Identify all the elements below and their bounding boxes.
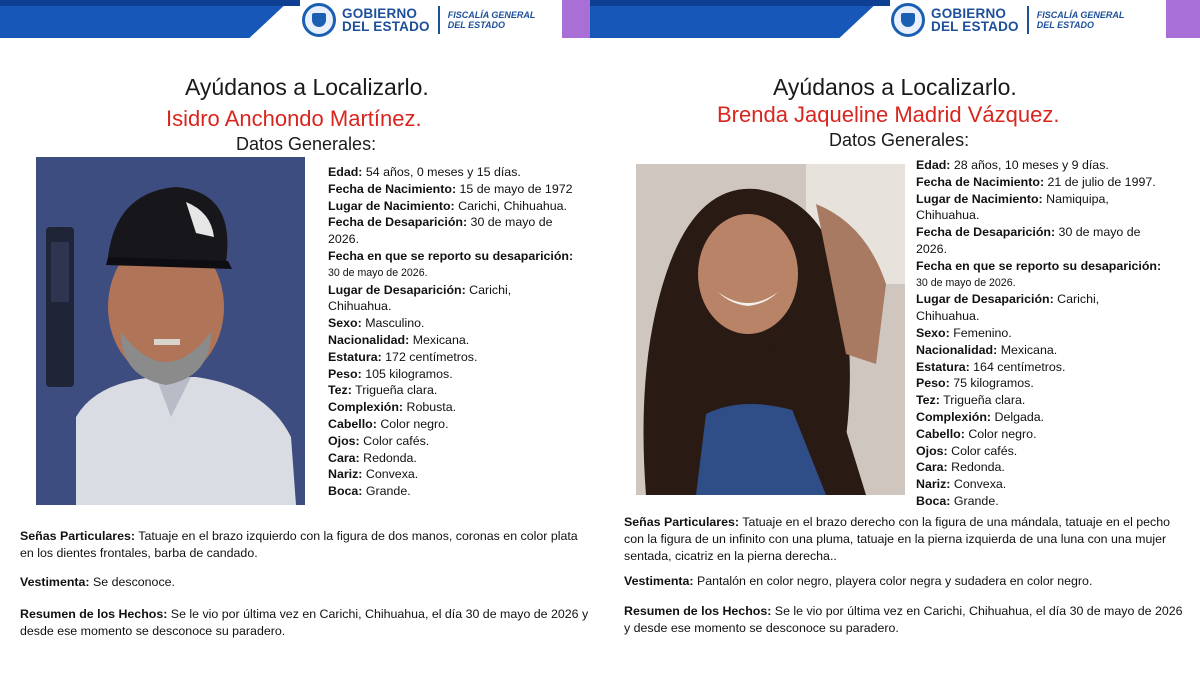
birthdate-value: 21 de julio de 1997. (1044, 174, 1156, 189)
hair-label: Cabello: (328, 416, 377, 431)
general-data-heading: Datos Generales: (829, 130, 970, 150)
birthplace-label: Lugar de Nacimiento: (916, 191, 1043, 206)
missing-person-name: Brenda Jaqueline Madrid Vázquez. (717, 102, 1060, 127)
disappearance-place-value-cont: Chihuahua. (328, 299, 392, 314)
build-value: Delgada. (991, 409, 1045, 424)
mouth-value: Grande. (950, 493, 999, 508)
disappearance-date-value-cont: 2026. (916, 241, 948, 256)
birthdate-value: 15 de mayo de 1972 (456, 181, 573, 196)
disappearance-place-value: Carichi, (465, 282, 512, 297)
state-seal-icon (891, 3, 925, 37)
report-date-value: 30 de mayo de 2026. (328, 266, 428, 279)
nose-value: Convexa. (950, 477, 1007, 492)
disappearance-date-value: 30 de mayo de (1055, 225, 1141, 240)
weight-value: 75 kilogramos. (949, 376, 1034, 391)
sex-value: Femenino. (949, 325, 1012, 340)
general-data-list (328, 164, 590, 500)
disappearance-date-value-cont: 2026. (328, 232, 360, 247)
birthdate-label: Fecha de Nacimiento: (328, 181, 457, 196)
build-label: Complexión: (916, 409, 992, 424)
photo-illustration (636, 164, 905, 495)
header-purple-stripe (562, 0, 590, 38)
missing-person-photo (636, 164, 905, 495)
height-label: Estatura: (328, 349, 382, 364)
gov-line2: DEL ESTADO (931, 19, 1019, 34)
gov-line2: DEL ESTADO (342, 19, 430, 34)
fiscalia-line1: FISCALÍA GENERAL (447, 10, 536, 20)
sex-label: Sexo: (916, 325, 950, 340)
birthplace-value: Carichi, Chihuahua. (454, 198, 567, 213)
nose-label: Nariz: (328, 467, 363, 482)
poster-left (0, 0, 590, 675)
report-date-label: Fecha en que se reporto su desaparición: (328, 248, 574, 263)
disappearance-place-label: Lugar de Desaparición: (916, 292, 1054, 307)
build-label: Complexión: (328, 400, 404, 415)
fiscalia-line2: DEL ESTADO (447, 20, 505, 30)
fiscalia-line2: DEL ESTADO (1036, 20, 1094, 30)
nose-value: Convexa. (362, 467, 419, 482)
birthplace-label: Lugar de Nacimiento: (328, 198, 455, 213)
face-value: Redonda. (359, 450, 417, 465)
government-logo (302, 3, 535, 37)
government-logo (891, 3, 1124, 37)
general-data-heading: Datos Generales: (236, 134, 377, 154)
age-value: 54 años, 0 meses y 15 días. (362, 165, 521, 179)
logo-divider (1027, 6, 1029, 34)
eyes-value: Color cafés. (947, 443, 1018, 458)
disappearance-place-value-cont: Chihuahua. (916, 309, 980, 324)
weight-label: Peso: (328, 366, 362, 381)
distinctive-marks-label: Señas Particulares: (20, 529, 136, 543)
facts-summary-value: Se le vio por última vez en Carichi, Chihuahua, el día 30 de mayo de 2026 y desde ese momento se desconoce su paradero. (20, 607, 589, 638)
hair-label: Cabello: (916, 426, 965, 441)
clothing (624, 573, 1184, 590)
photo-illustration (36, 157, 305, 505)
height-label: Estatura: (916, 359, 970, 374)
poster-heading: Ayúdanos a Localizarlo. (185, 74, 429, 100)
facts-summary (624, 603, 1184, 637)
distinctive-marks (624, 514, 1184, 564)
complexion-tone-value: Trigueña clara. (939, 393, 1026, 408)
disappearance-place-label: Lugar de Desaparición: (328, 282, 466, 297)
clothing-label: Vestimenta: (624, 574, 694, 588)
birthplace-value: Namiquipa, (1042, 191, 1109, 206)
eyes-label: Ojos: (916, 443, 948, 458)
report-date-value: 30 de mayo de 2026. (916, 276, 1016, 289)
mouth-label: Boca: (328, 484, 363, 499)
distinctive-marks-label: Señas Particulares: (624, 515, 740, 529)
gov-line1: GOBIERNO (342, 6, 418, 21)
general-data-list (916, 157, 1178, 510)
state-seal-icon (302, 3, 336, 37)
height-value: 164 centímetros. (969, 359, 1066, 374)
clothing-value: Pantalón en color negro, playera color negra y sudadera en color negro. (693, 574, 1093, 588)
age-label: Edad: (916, 158, 951, 172)
hair-value: Color negro. (376, 416, 449, 431)
nationality-label: Nacionalidad: (916, 342, 998, 357)
header-blue-top (0, 0, 300, 6)
eyes-label: Ojos: (328, 433, 360, 448)
mouth-value: Grande. (362, 484, 411, 499)
face-value: Redonda. (947, 460, 1005, 475)
fiscalia-line1: FISCALÍA GENERAL (1036, 10, 1125, 20)
header-band (0, 0, 590, 38)
complexion-tone-label: Tez: (328, 383, 352, 398)
poster-heading: Ayúdanos a Localizarlo. (773, 74, 1017, 100)
eyes-value: Color cafés. (359, 433, 430, 448)
birthdate-label: Fecha de Nacimiento: (916, 174, 1045, 189)
sex-value: Masculino. (361, 316, 425, 331)
disappearance-date-value: 30 de mayo de (467, 215, 553, 230)
age-value: 28 años, 10 meses y 9 días. (950, 158, 1109, 172)
poster-right (590, 0, 1200, 675)
nationality-label: Nacionalidad: (328, 332, 410, 347)
gov-line1: GOBIERNO (931, 6, 1007, 21)
facts-summary-label: Resumen de los Hechos: (20, 607, 168, 621)
facts-summary (20, 606, 590, 640)
header-purple-stripe (1166, 0, 1200, 38)
distinctive-marks (20, 528, 590, 562)
build-value: Robusta. (403, 400, 457, 415)
weight-label: Peso: (916, 376, 950, 391)
facts-summary-label: Resumen de los Hechos: (624, 604, 772, 618)
weight-value: 105 kilogramos. (361, 366, 453, 381)
clothing (20, 574, 590, 591)
missing-person-photo (36, 157, 305, 505)
nose-label: Nariz: (916, 477, 951, 492)
hair-value: Color negro. (964, 426, 1037, 441)
nationality-value: Mexicana. (997, 342, 1058, 357)
clothing-value: Se desconoce. (89, 575, 175, 589)
complexion-tone-label: Tez: (916, 393, 940, 408)
header-band (590, 0, 1200, 38)
disappearance-place-value: Carichi, (1053, 292, 1100, 307)
missing-person-name: Isidro Anchondo Martínez. (166, 106, 422, 131)
complexion-tone-value: Trigueña clara. (351, 383, 438, 398)
age-label: Edad: (328, 165, 363, 179)
clothing-label: Vestimenta: (20, 575, 90, 589)
disappearance-date-label: Fecha de Desaparición: (916, 225, 1056, 240)
sex-label: Sexo: (328, 316, 362, 331)
facts-summary-value: Se le vio por última vez en Carichi, Chihuahua, el día 30 de mayo de 2026 y desde ese momento se desconoce su paradero. (624, 604, 1183, 635)
nationality-value: Mexicana. (409, 332, 470, 347)
disappearance-date-label: Fecha de Desaparición: (328, 215, 468, 230)
height-value: 172 centímetros. (381, 349, 478, 364)
header-blue-top (590, 0, 890, 6)
birthplace-value-cont: Chihuahua. (916, 208, 980, 223)
face-label: Cara: (916, 460, 948, 475)
report-date-label: Fecha en que se reporto su desaparición: (916, 258, 1162, 273)
distinctive-marks-value: Tatuaje en el brazo derecho con la figura de una mándala, tatuaje en el pecho con la figura de un infinito con una pluma, tatuaje en la pierna izquierda de una luna con una mujer sentada, cicatriz en la pierna derecha.. (624, 515, 1171, 563)
mouth-label: Boca: (916, 493, 951, 508)
face-label: Cara: (328, 450, 360, 465)
logo-divider (438, 6, 440, 34)
distinctive-marks-value: Tatuaje en el brazo izquierdo con la figura de dos manos, coronas en color plata en los dientes frontales, barba de candado. (20, 529, 578, 560)
